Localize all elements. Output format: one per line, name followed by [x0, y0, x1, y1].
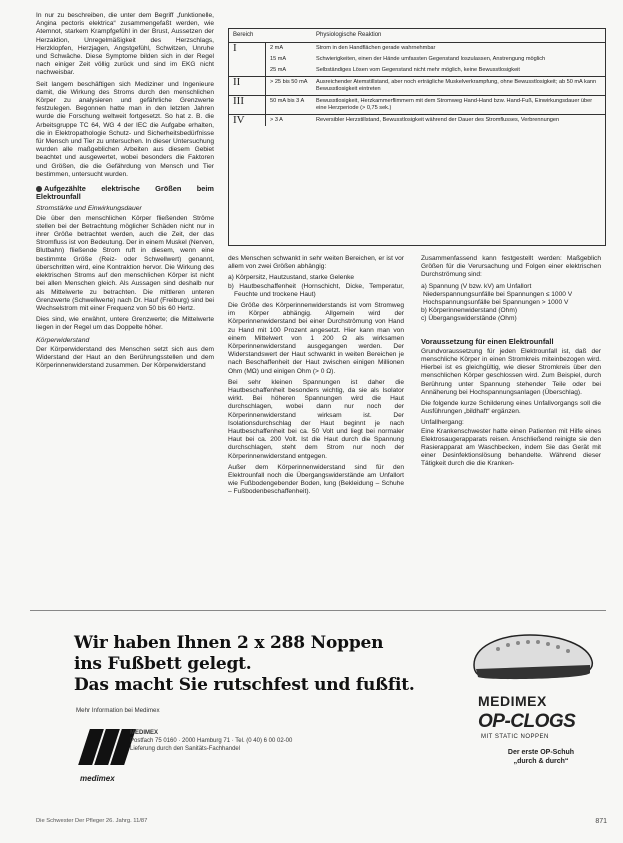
table-row — [229, 77, 605, 96]
table-row — [229, 54, 605, 65]
product-slogan: Der erste OP-Schuh „durch & durch“ — [507, 749, 575, 765]
current-cell: > 3 A — [266, 115, 313, 127]
table-row — [229, 65, 605, 77]
zone-cell: III — [229, 96, 266, 115]
reaction-cell: Strom in den Handflächen gerade wahrnehmbar — [316, 45, 436, 51]
brand-name: MEDIMEX — [478, 693, 547, 709]
reaction-cell: Selbständiges Lösen vom Gegenstand nicht mehr möglich, keine Bewusstlosigkeit — [316, 67, 520, 73]
current-cell: 25 mA — [270, 67, 287, 73]
section-heading-electrical: Aufgezählte elektrische Größen beim Elektrounfall — [36, 184, 214, 202]
ad-contact: MEDIMEX Postfach 75 0160 · 2000 Hamburg 71 · Tel. (0 40) 6 00 02-00 Lieferung durch den Sanitäts-Fachhandel — [130, 730, 293, 752]
factor-list — [228, 274, 404, 299]
current-effects-table — [228, 28, 606, 246]
zone-cell: IV — [229, 115, 266, 127]
intro-paragraph-2: Seit langem beschäftigen sich Mediziner und Ingenieure damit, die Wirkung des Stroms durch den menschlichen Körper zu analysieren und gefährliche Grenzwerte festzulegen. Begonnen hatte man in den letzten Jahren wurde die Forschung weltweit fortgesetzt. So hat z. B. die Arbeitsgruppe TC 64, WG 4 der IEC die Aufgabe erhalten, die in Elektropathologie Schutz- und Sicherheitsbedürfnisse für Mensch und Tier zu untersuchen. In dieser Untersuchung wurden alle maßgeblichen Arbeiten aus diesem Gebiet beachtet und ausgewertet, wobei besonders die Faktoren und Größen, die die Gefährdung von Mensch und Tier bestimmen, untersucht wurden. — [36, 80, 214, 178]
paragraph-depends: des Menschen schwankt in sehr weiten Bereichen, er ist vor allem von zwei Größen abhängig: — [228, 255, 404, 271]
section-heading-accident: Voraussetzung für einen Elektrounfall — [421, 336, 554, 346]
product-tagline: MIT STATIC NOPPEN — [481, 734, 549, 740]
reaction-cell: Ausreichender Atemstillstand, aber noch erträgliche Muskelverkrampfung, ohne Bewusstlosigkeit; ab 50 mA kann Bewusstlosigkeit eintreten — [312, 77, 605, 96]
advertisement — [30, 610, 606, 811]
list-item: Niederspannungsunfälle bei Spannungen ≤ 1000 V — [423, 290, 573, 298]
paragraph-transition: Außer dem Körperinnenwiderstand sind für den Elektrounfall noch die Übergangswiderstände am Unfallort wie Fußbodengebender Boden, lung (Bekleidung – Schuhe – Fußbodenbeschaffenheit). — [228, 463, 404, 496]
bullet-icon — [36, 186, 42, 192]
table-header-reaction: Physiologische Reaktion — [312, 29, 605, 43]
table-header-zone: Bereich — [229, 29, 312, 43]
paragraph-summary: Zusammenfassend kann festgestellt werden: Maßgeblich Größen für die Verursachung und Folgen einer elektrischen Durchströmung sind: — [421, 255, 601, 279]
zone-cell: II — [229, 77, 266, 96]
list-item: b) Körperinnenwiderstand (Ohm) — [421, 307, 518, 315]
list-item: c) Übergangswiderstände (Ohm) — [421, 315, 517, 323]
reaction-cell: Bewusstlosigkeit, Herzkammerflimmern mit dem Stromweg Hand-Hand bzw. Hand-Fuß, Einwirkungsdauer über eine Herzperiode (> 0,75 sek.) — [312, 96, 605, 115]
paragraph-accident: Eine Krankenschwester hatte einen Patienten mit Hilfe eines Elektrosaugerapparats reisen. Anschließend reinigte sie den Rasierapparat am Waschbecken, indem Sie das Gerät mit einer Desinfektionslösung behandelte. Während dieser Tätigkeit durch die die Kranken- — [421, 427, 601, 468]
summary-list — [421, 283, 601, 324]
current-cell: 50 mA bis 3 A — [266, 96, 313, 115]
zone-cell — [229, 54, 266, 65]
paragraph-limits: Dies sind, wie erwähnt, untere Grenzwerte; die Mittelwerte liegen in der Regel um das Doppelte höher. — [36, 316, 214, 332]
list-item: a) Spannung (V bzw. kV) am Unfallort — [421, 282, 532, 290]
paragraph-current: Die über den menschlichen Körper fließenden Ströme stellen bei der Betrachtung möglicher Schäden nicht nur in ihrer Größe betrachtet werden, auch die Zeit, der das Stromfluss ist von Bedeutung. Der in einem Muskel (Nerven, Blutbahn) fließende Strom ruft in diesem, wenn eine bestimmte Größe (Reiz- oder Schwellwert) genannt, überschritten wird, eine Kontraktion hervor. Die Wirkung des elektrischen Stroms auf den menschlichen Körper ist nicht bei allen Menschen gleich. Als Aussagen sind deshalb nur als Mittelwerte zu betrachten. Die mittleren unteren Grenzwerte (Schwellwerte) nach Dr. Hauf (Freiburg) sind bei Wechselstrom mit einer Frequenz von 50 bis 60 Hertz. — [36, 214, 214, 312]
list-item: b) Hautbeschaffenheit (Hornschicht, Dicke, Temperatur, Feuchte und trockene Haut) — [228, 282, 404, 298]
current-cell: > 25 bis 50 mA — [266, 77, 313, 96]
table-row — [229, 96, 605, 115]
paragraph-body-resistance: Der Körperwiderstand des Menschen setzt sich aus dem Widerstand der Haut an den Berührungsstellen und dem Körperinnenwiderstand zusammen. Der Körperwiderstand — [36, 345, 214, 370]
paragraph-inner-resistance: Die Größe des Körperinnenwiderstands ist vom Stromweg im Körper abhängig. Allgemein wird der Körperinnenwiderstand bei einer Durchströmung von Hand zu Hand mit 100 Prozent angesetzt. Hier kann man von einem Mittelwert von 1 200 Ω als wirksamen Körperinnenwiderstand ausgegangen werden. Der Widerstandswert der Haut schwankt in weiten Bereichen je nach Beschaffenheit der Haut zwischen einigen Millionen Ohm (MΩ) und einigen Ohm (> 0 Ω). — [228, 302, 404, 375]
paragraph-skin: Bei sehr kleinen Spannungen ist daher die Hautbeschaffenheit besonders wichtig, da sie als Isolator wirkt. Bei höheren Spannungen wird die Haut durchschlagen, wobei dann nur noch der Körperinnenwiderstand wirksam ist. Der Isolationsdurchschlag der Haut beginnt je nach Hautbeschaffenheit bei ca. 50 Volt und liegt bei normaler Haut bei ca. 200 Volt. Ist die Haut durch die Spannung durchschlagen, steht dem Strom nur noch der Körperinnenwiderstand entgegen. — [228, 378, 404, 460]
paragraph-example-intro: Die folgende kurze Schilderung eines Unfallvorgangs soll die Ausführungen „bildhaft“ ergänzen. — [421, 400, 601, 416]
list-item: a) Körpersitz, Hautzustand, starke Gelenke — [228, 274, 355, 282]
product-name: OP-CLOGS — [478, 711, 576, 732]
table-row — [229, 43, 605, 55]
list-item: Hochspannungsunfälle bei Spannungen > 1000 V — [423, 299, 569, 307]
subheading-current: Stromstärke und Einwirkungsdauer — [36, 205, 142, 213]
paragraph-prerequisite: Grundvoraussetzung für jeden Elektrounfall ist, daß der menschliche Körper in einen Stromkreis miteinbezogen wird. Hierbei ist es gleichgültig, wie dieser Stromkreis über den menschlichen Körper geschlossen wird. Zum Beispiel, durch Berührung unter Spannung stehender Teile oder bei Annäherung bei Hochspannungsanlagen (Überschlag). — [421, 347, 601, 396]
ad-subline: Mehr Information bei Medimex — [76, 707, 160, 714]
page-number: 871 — [595, 818, 607, 825]
logo-wordmark: medimex — [80, 774, 115, 783]
article-column-3 — [421, 255, 601, 472]
article-column-1 — [36, 12, 214, 373]
article-column-2 — [228, 255, 404, 500]
ad-headline: Wir haben Ihnen 2 x 288 Noppen ins Fußbett gelegt. Das macht Sie rutschfest und fußfit. — [74, 633, 415, 695]
intro-paragraph-1: In nur zu beschreiben, die unter dem Begriff „funktionelle, Angina pectoris elektrica“ zusammengefaßt werden, wie Atemnot, starkem Krampfgefühl in der Brust, Aussetzen der Herzaktion, Unregelmäßigkeit des Herzschlags, Herzklopfen, Herzjagen, Angstgefühl, Schwitzen, Unruhe und Schwäche. Diese Symptome bilden sich in der Regel nach einiger Zeit völlig zurück und sind im EKG nicht nachweisbar. — [36, 12, 214, 77]
zone-cell — [229, 65, 266, 77]
table-row — [229, 115, 605, 127]
clog-shoe-icon — [468, 625, 598, 683]
current-cell: 2 mA — [270, 45, 284, 51]
journal-footer: Die Schwester Der Pfleger 26. Jahrg. 11/87 — [36, 818, 148, 824]
subheading-body-resistance: Körperwiderstand — [36, 336, 90, 344]
reaction-cell: Reversibler Herzstillstand, Bewusstlosigkeit während der Dauer des Stromflusses, Verbrennungen — [312, 115, 605, 127]
subheading-accident: Unfallhergang: — [421, 419, 464, 427]
reaction-cell: Schwierigkeiten, einen der Hände umfassten Gegenstand loszulassen, Anstrengung möglich — [316, 56, 546, 62]
current-cell: 15 mA — [270, 56, 287, 62]
zone-cell: I — [229, 43, 266, 55]
